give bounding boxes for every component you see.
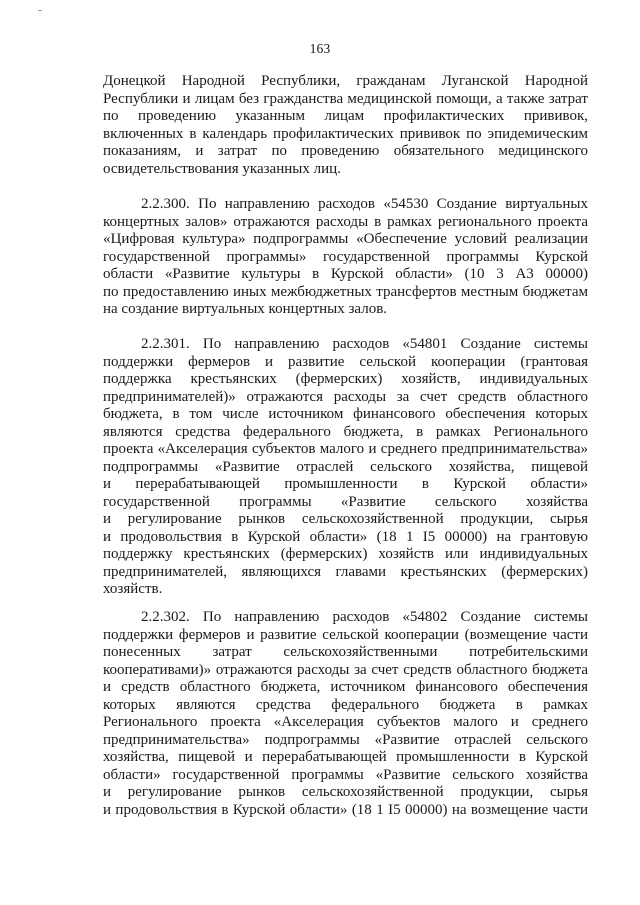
text-line: концертных залов» отражаются расходы в рамках регионального проекта — [103, 213, 588, 230]
text-line: и средств областного бюджета, источником финансового обеспечения — [103, 679, 588, 695]
text-line: Донецкой Народной Республики, гражданам Луганской Народной — [103, 73, 588, 89]
text-line: и регулирование рынков сельскохозяйственной продукции, сырья — [103, 784, 588, 800]
text-line: являются средства федерального бюджета, в рамках Регионального — [103, 423, 588, 440]
text-line: по предоставлению иных межбюджетных трансфертов местным бюджетам — [103, 283, 588, 300]
text-line: и регулирование рынков сельскохозяйственной продукции, сырья — [103, 511, 588, 527]
text-line: поддержка крестьянских (фермерских) хозяйств, индивидуальных — [103, 371, 588, 387]
text-line: Республики и лицам без гражданства медицинской помощи, а также затрат — [103, 90, 588, 107]
scan-artifact — [38, 10, 42, 11]
text-line: 2.2.302. По направлению расходов «54802 Создание системы — [141, 609, 588, 625]
paragraph-2-2-302 — [103, 609, 588, 819]
text-line: Регионального проекта «Акселерация субъектов малого и среднего — [103, 714, 588, 730]
text-line: «Цифровая культура» подпрограммы «Обеспечение условий реализации — [103, 231, 588, 247]
text-line: 2.2.300. По направлению расходов «54530 Создание виртуальных — [141, 196, 588, 212]
text-line: освидетельствования указанных лиц. — [103, 160, 341, 177]
text-line: на создание виртуальных концертных залов. — [103, 301, 388, 317]
text-line: предпринимателей, являющихся главами крестьянских (фермерских) — [103, 563, 588, 580]
text-line: предпринимательства» подпрограммы «Развитие отраслей сельского — [103, 731, 588, 748]
text-line: по проведению указанным лицам профилактических прививок, — [103, 108, 588, 124]
text-line: которых являются средства федерального бюджета в рамках — [103, 696, 588, 713]
text-line: показаниям, и затрат по проведению обязательного медицинского — [103, 143, 588, 159]
text-line: проекта «Акселерация субъектов малого и среднего предпринимательства» — [103, 441, 588, 457]
text-line: хозяйства, пищевой и перерабатывающей промышленности в Курской — [103, 749, 588, 765]
text-line: 2.2.301. По направлению расходов «54801 Создание системы — [141, 336, 588, 352]
text-line: бюджета, в том числе источником финансового обеспечения которых — [103, 406, 588, 422]
text-line: поддержку крестьянских (фермерских) хозяйств или индивидуальных — [103, 546, 588, 562]
text-line: кооперативами)» отражаются расходы за счет средств областного бюджета — [103, 661, 588, 678]
text-line: и продовольствия в Курской области» (18 1 I5 00000) на возмещение части — [103, 801, 588, 818]
text-line: и перерабатывающей промышленности в Курской области» — [103, 476, 588, 492]
text-line: подпрограммы «Развитие отраслей сельского хозяйства, пищевой — [103, 458, 588, 475]
text-line: понесенных затрат сельскохозяйственными потребительскими — [103, 644, 588, 660]
text-line: государственной программы «Развитие сельского хозяйства — [103, 493, 588, 510]
paragraph-continuation — [103, 73, 588, 178]
text-line: поддержки фермеров и развитие сельской кооперации (грантовая — [103, 353, 588, 370]
text-line: хозяйств. — [103, 581, 163, 597]
text-line: предпринимателей)» отражаются расходы за счет средств областного — [103, 388, 588, 405]
page-number: 163 — [309, 41, 331, 56]
text-line: включенных в календарь профилактических прививок по эпидемическим — [103, 125, 588, 142]
text-line: поддержки фермеров и развитие сельской кооперации (возмещение части — [103, 626, 588, 643]
paragraph-2-2-300 — [103, 196, 588, 319]
paragraph-2-2-301 — [103, 336, 588, 599]
text-line: государственной программы» государственной программы Курской — [103, 248, 588, 265]
text-line: области «Развитие культуры в Курской области» (10 3 А3 00000) — [103, 266, 588, 282]
text-line: и продовольствия в Курской области» (18 1 I5 00000) на грантовую — [103, 528, 588, 545]
text-line: области» государственной программы «Развитие сельского хозяйства — [103, 766, 588, 783]
